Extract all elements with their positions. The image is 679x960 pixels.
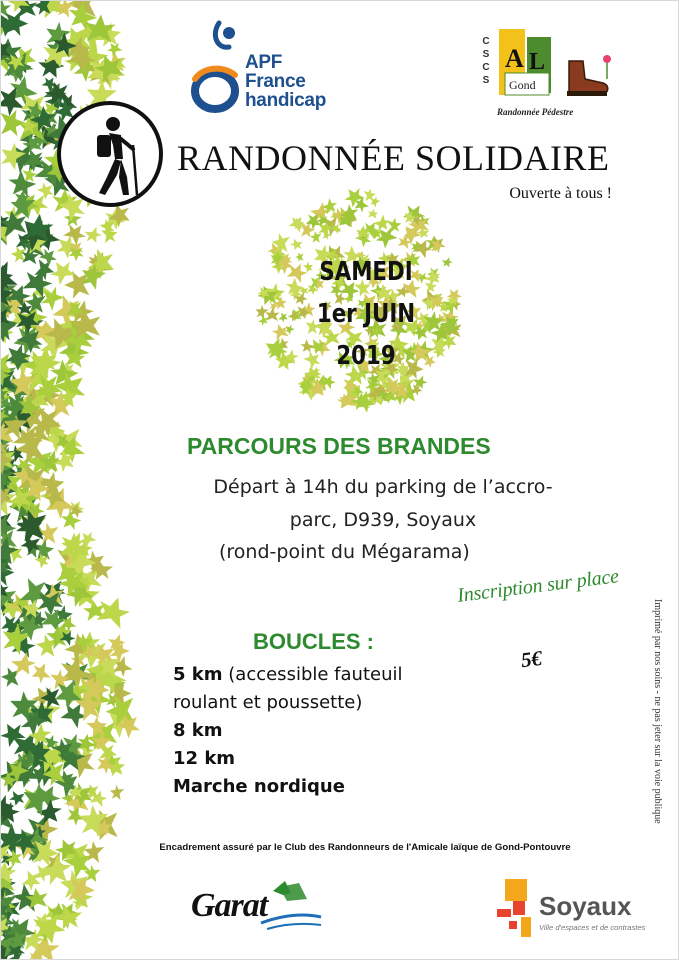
registration-price: 5€ xyxy=(519,645,544,673)
apf-france-handicap-logo xyxy=(189,19,354,119)
apf-line-1: APF xyxy=(245,52,283,73)
loop-item xyxy=(173,717,402,745)
loop-distance: 5 km xyxy=(173,664,223,685)
cscs-letter: S xyxy=(482,49,490,60)
cscs-letter: C xyxy=(482,36,490,47)
loop-distance: Marche nordique xyxy=(173,776,345,797)
cscs-vertical-letters xyxy=(479,35,493,87)
leaf-shape xyxy=(1,1,12,17)
cscs-letter: S xyxy=(482,75,490,86)
cscs-badge-l: L xyxy=(529,49,546,75)
event-date xyxy=(305,251,428,377)
loop-item xyxy=(173,661,402,689)
leaf-shape xyxy=(441,257,454,270)
soyaux-logo xyxy=(495,877,655,941)
cscs-badge-a: A xyxy=(505,44,524,73)
print-note: Imprimé par nos soins - ne pas jeter sur la voie publique xyxy=(652,599,663,824)
supervision-note: Encadrement assuré par le Club des Randonneurs de l'Amicale laïque de Gond-Pontouvre xyxy=(159,842,571,853)
hiker-icon xyxy=(77,115,147,195)
event-subtitle: Ouverte à tous ! xyxy=(509,185,612,202)
garat-wordmark: Garat xyxy=(191,887,268,924)
leaf-shape xyxy=(295,252,303,261)
apf-mark-icon xyxy=(189,19,249,119)
soyaux-tagline: Ville d'espaces et de contrastes xyxy=(539,923,646,932)
event-date-day: SAMEDI xyxy=(319,257,413,287)
cscs-letter: C xyxy=(482,62,490,73)
registration-label: Inscription sur place xyxy=(456,565,620,607)
loops-list xyxy=(173,661,402,801)
apf-wordmark xyxy=(245,53,326,110)
event-date-month: 1er JUIN xyxy=(316,299,416,329)
roundabout-note: (rond-point du Mégarama) xyxy=(219,541,470,563)
soyaux-squares-icon xyxy=(495,877,539,941)
leaf-shape xyxy=(278,312,290,324)
loops-title: BOUCLES : xyxy=(253,629,374,654)
leaf-shape xyxy=(1,109,25,137)
loop-note: (accessible fauteuil xyxy=(228,664,403,685)
cscs-caption: Randonnée Pédestre xyxy=(497,107,574,117)
leaf-shape xyxy=(1,667,19,688)
loop-note-continued: roulant et poussette) xyxy=(173,692,363,713)
cscs-randonnee-logo xyxy=(479,23,639,123)
leaf-shape xyxy=(412,375,429,392)
soyaux-wordmark: Soyaux xyxy=(539,891,632,921)
cscs-badge-gond: Gond xyxy=(509,78,536,92)
leaf-shape xyxy=(367,208,379,219)
apf-line-3: handicap xyxy=(245,90,327,111)
course-title: PARCOURS DES BRANDES xyxy=(187,433,491,459)
departure-info xyxy=(173,471,593,537)
event-title: RANDONNÉE SOLIDAIRE xyxy=(177,138,610,178)
leaf-shape xyxy=(83,226,104,246)
apf-line-2: France xyxy=(245,71,306,92)
departure-line-2: parc, D939, Soyaux xyxy=(289,509,477,531)
loop-distance: 8 km xyxy=(173,720,223,741)
leaf-shape xyxy=(289,238,304,252)
leaf-shape xyxy=(28,661,51,685)
loop-item xyxy=(173,745,402,773)
hiker-badge xyxy=(57,101,163,207)
cscs-badge-icon xyxy=(497,27,555,99)
hiking-boot-icon xyxy=(563,53,615,97)
loop-distance: 12 km xyxy=(173,748,236,769)
event-date-year: 2019 xyxy=(336,341,396,371)
loop-item xyxy=(173,773,402,801)
leaf-shape xyxy=(24,886,49,909)
departure-line-1: Départ à 14h du parking de l’accro- xyxy=(213,476,553,498)
garat-logo xyxy=(187,873,325,937)
leaf-shape xyxy=(108,784,125,802)
